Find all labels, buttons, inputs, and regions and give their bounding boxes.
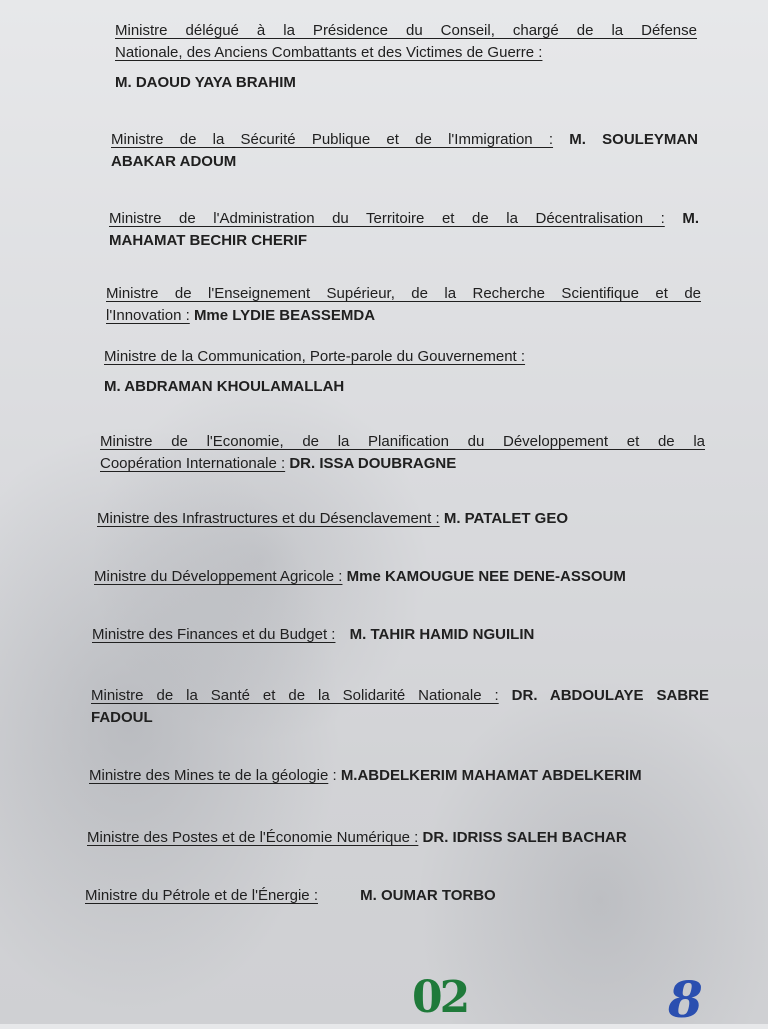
minister-title: Ministre du Pétrole et de l'Énergie : — [85, 887, 318, 904]
minister-name: DR. ABDOULAYE SABRE — [511, 687, 709, 704]
minister-title: Ministre de la Communication, Porte-parole du Gouvernement : — [104, 348, 526, 365]
page-number-mark: 02 — [412, 972, 468, 1023]
minister-title: Ministre des Infrastructures et du Désenclavement : — [97, 510, 440, 527]
minister-name: M. OUMAR TORBO — [360, 887, 496, 904]
minister-title: Ministre des Mines te de la géologie — [89, 767, 329, 784]
minister-name: M. ABDRAMAN KHOULAMALLAH — [104, 378, 345, 395]
minister-name: M. TAHIR HAMID NGUILIN — [349, 626, 535, 643]
minister-name: M. PATALET GEO — [443, 510, 568, 527]
minister-name: DR. ISSA DOUBRAGNE — [289, 455, 457, 472]
minister-name: M. SOULEYMAN — [569, 131, 698, 148]
handwritten-initial-mark: 8 — [668, 970, 703, 1029]
minister-title: Coopération Internationale : — [100, 455, 286, 472]
minister-entry — [92, 624, 712, 646]
minister-title: Ministre délégué à la Présidence du Conseil, chargé de la Défense — [115, 22, 697, 39]
minister-title: Nationale, des Anciens Combattants et des Victimes de Guerre : — [115, 44, 543, 61]
minister-name: M. — [682, 210, 699, 227]
minister-entry — [85, 885, 725, 907]
minister-entry — [115, 20, 697, 94]
minister-title: Ministre de la Santé et de la Solidarité Nationale : — [91, 687, 499, 704]
minister-name: Mme LYDIE BEASSEMDA — [193, 307, 376, 324]
minister-entry — [89, 765, 729, 787]
minister-name: DR. IDRISS SALEH BACHAR — [422, 829, 627, 846]
minister-entry — [106, 283, 701, 327]
minister-title: Ministre du Développement Agricole : — [94, 568, 343, 585]
minister-entry — [111, 129, 698, 173]
minister-title: Ministre de l'Enseignement Supérieur, de la Recherche Scientifique et de — [106, 285, 701, 302]
minister-name: FADOUL — [91, 709, 153, 726]
minister-entry — [97, 508, 707, 530]
minister-name: M.ABDELKERIM MAHAMAT ABDELKERIM — [340, 767, 642, 784]
title-separator: : — [332, 767, 337, 784]
minister-entry — [87, 827, 727, 849]
minister-name: Mme KAMOUGUE NEE DENE-ASSOUM — [346, 568, 626, 585]
minister-entry — [91, 685, 709, 729]
minister-name: ABAKAR ADOUM — [111, 153, 237, 170]
minister-title: Ministre des Finances et du Budget : — [92, 626, 336, 643]
minister-title: Ministre de l'Administration du Territoire et de la Décentralisation : — [109, 210, 665, 227]
minister-title: Ministre de l'Economie, de la Planification du Développement et de la — [100, 433, 705, 450]
minister-name: M. DAOUD YAYA BRAHIM — [115, 74, 296, 91]
minister-name: MAHAMAT BECHIR CHERIF — [109, 232, 308, 249]
minister-entry — [104, 346, 704, 398]
minister-title: Ministre des Postes et de l'Économie Numérique : — [87, 829, 419, 846]
minister-entry — [100, 431, 705, 475]
minister-entry — [109, 208, 699, 252]
minister-title: l'Innovation : — [106, 307, 190, 324]
minister-title: Ministre de la Sécurité Publique et de l'Immigration : — [111, 131, 554, 148]
minister-entry — [94, 566, 714, 588]
